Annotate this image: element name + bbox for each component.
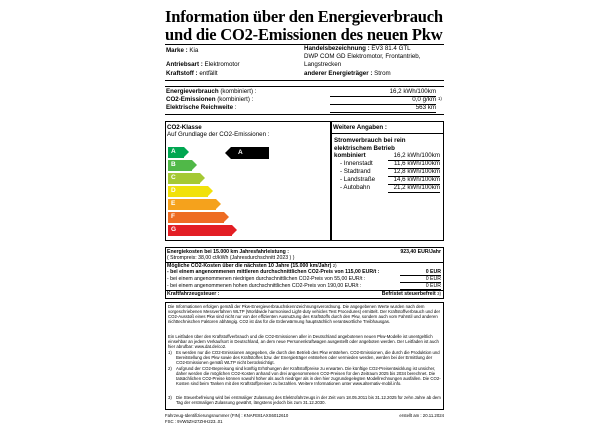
stromverbrauch-row: kombiniert (334, 152, 366, 159)
divider (165, 114, 444, 115)
handelsbezeichnung-value: EV3 81.4 GTL (371, 45, 411, 52)
moegliche-co2-kosten-label: Mögliche CO2-Kosten über die nächsten 10 Jahre (15.000 km/Jahr) 2) (167, 263, 337, 269)
page-title (165, 8, 465, 44)
energiekosten-value: 923,40 EUR/Jahr (400, 249, 441, 255)
co2-class-subheading: Auf Grundlage der CO2-Emissionen : (167, 131, 270, 138)
stromverbrauch-value: 14,6 kWh/100km (388, 176, 440, 185)
co2-kosten-niedrig-value: 0 EUR (400, 276, 441, 283)
kraftfahrzeugsteuer-value: Befristet steuerbefreit 3) (381, 291, 441, 297)
kraftstoff-value: entfällt (199, 70, 218, 77)
intro-text: Die Informationen erfolgen gemäß der Pkw-Energieverbrauchskennzeichnungsverordnung. Die angegebenen Werte wurden nach dem vorgeschriebenen Messverfahren WLTP (Worldwide harmonised Light-duty vehicles Test Procedures) ermittelt. Der Kraftstoffverbrauch und der CO2-Ausstoß eines Pkw sind nicht nur von der effizienten Ausnutzung des Kraftstoffs durch den Pkw, sondern auch vom Fahrstil und anderen nichttechnischen Faktoren abhängig. CO2 ist das für die Erderwärmung hauptsächlich verantwortliche Treibhausgas. (168, 304, 441, 325)
stromverbrauch-value: 12,8 kWh/100km (388, 168, 440, 177)
footnote-1-marker: 1) (168, 350, 172, 355)
fin-text: Fahrzeug-Identifizierungsnummer (FIN) : KNAFE81AXS6012610 (165, 413, 289, 418)
co2-class-bar-e: E (168, 199, 216, 210)
title-line-1: Information über den Energieverbrauch (165, 7, 443, 26)
handelsbezeichnung-label: Handelsbezeichnung : (304, 45, 370, 52)
stromverbrauch-row: - Innenstadt (340, 160, 373, 167)
footnote-1-text: Es werden nur die CO2-Emissionen angegeben, die durch den Betrieb des Pkw entstehen. CO2-Emissionen, die durch die Produktion und Bereitstellung des Pkw sowie des Kraftstoffes bzw. der Energieträger entstehen oder vermieden werden, werden bei der Ermittlung der CO2-Emissionen gemäß WLTP nicht berücksichtigt. (176, 350, 440, 366)
marke-value: Kia (189, 47, 199, 54)
co2-class-bar-c: C (168, 173, 200, 184)
divider (165, 86, 444, 87)
co2-kosten-hoch-value: 0 EUR (400, 283, 441, 290)
strompreis-note: ( Strompreis: 38,00 ct/kWh (Jahresdurchschnitt 2023 ) ) (167, 255, 295, 261)
handelsbezeichnung-row (304, 45, 411, 53)
handelsbezeichnung-line-2: DWP COM GD Elektromotor, Frontantrieb, (304, 53, 421, 60)
antriebsart-row (166, 61, 240, 69)
reichweite-label: Elektrische Reichweite : (166, 104, 237, 111)
stromverbrauch-row: - Stadtrand (340, 168, 371, 175)
kraftstoff-row (166, 70, 218, 78)
energietraeger-label: anderer Energieträger : (304, 70, 373, 77)
handelsbezeichnung-line-3: Langstrecken (304, 61, 342, 68)
stromverbrauch-title: Stromverbrauch bei rein elektrischem Betrieb (334, 137, 406, 152)
energieverbrauch-value: 16,2 kWh/100km (330, 88, 436, 97)
footnote-2-marker: 2) (168, 366, 172, 371)
footnote-3-marker: 3) (168, 395, 172, 400)
marke-label: Marke : (166, 47, 188, 54)
co2-emissionen-value: 0,0 g/km (330, 96, 436, 105)
kraftstoff-label: Kraftstoff : (166, 70, 198, 77)
co2-class-bar-g: G (168, 225, 232, 236)
co2-kosten-hoch-label: - bei einem angenommenen hohen durchschnittlichen CO2-Preis von 190,00 EUR/t : (167, 283, 362, 289)
co2-class-bar-d: D (168, 186, 208, 197)
fsc-text: FSC : 9VW5ZH27ZHH223..01 (165, 419, 223, 424)
antriebsart-value: Elektromotor (204, 61, 240, 68)
weitere-angaben-heading: Weitere Angaben : (333, 124, 387, 131)
co2-emissionen-label: CO2-Emissionen (kombiniert) : (166, 96, 254, 103)
energieverbrauch-label: Energieverbrauch (kombiniert) : (166, 88, 257, 95)
co2-class-bar-b: B (168, 160, 192, 171)
antriebsart-label: Antriebsart : (166, 61, 203, 68)
energiekosten-label: Energiekosten bei 15.000 km Jahresfahrleistung : (167, 249, 289, 255)
energietraeger-row (304, 70, 391, 78)
co2-kosten-mittel-value: 0 EUR (400, 269, 441, 276)
stromverbrauch-row: - Autobahn (340, 184, 370, 191)
stromverbrauch-value: 11,6 kWh/100km (388, 160, 440, 169)
energietraeger-value: Strom (374, 70, 391, 77)
co2-class-heading: CO2-Klasse (167, 124, 202, 131)
footnote-3-text: Die Steuerbefreiung wird bei erstmaliger Zulassung des Elektrofahrzeugs in der Zeit vom 18.05.2011 bis 31.12.2025 für zehn Jahre ab dem Tag der erstmaligen Zulassung gewährt, längstens jedoch bis zum 31.12.2030. (176, 395, 441, 406)
title-line-2: und die CO2-Emissionen des neuen Pkw (165, 25, 443, 44)
co2-kosten-niedrig-label: - bei einem angenommenen niedrigen durchschnittlichen CO2-Preis von 55,00 EUR/t : (167, 276, 366, 282)
footnote-ref-1: 1) (438, 96, 442, 101)
co2-class-bar-f: F (168, 212, 224, 223)
co2-kosten-mittel-label: - bei einem angenommenen mittleren durchschnittlichen CO2-Preis von 115,00 EUR/t : (167, 269, 380, 275)
footnote-2-text: Aufgrund der CO2-Bepreisung sind künftig Erhöhungen der Kraftstoffpreise zu erwarten. Die künftige CO2-Preisentwicklung ist unsicher, daher werden die möglichen CO2-Kosten anhand von drei angenommenen CO2-Preisen für den Zeitraum 2025 bis 2034 berechnet. Die tatsächlichen CO2-Preise können sowohl höher als auch niedriger als in den hier zugrundegelegten Modellrechnungen ausfallen. Die CO2-Kosten sind beim Tanken mit den Kraftstoffpreisen zu bezahlen. Weitere Informationen unter www.alternativ-mobil.info. (176, 366, 441, 387)
current-co2-class-marker: A (231, 147, 269, 159)
leitfaden-text: Ein Leitfaden über den Kraftstoffverbrauch und die CO2-Emissionen aller in Deutschland angebotenen neuen Pkw-Modelle ist unentgeltlich einsehbar an jedem Verkaufsort in Deutschland, an dem neue Personenkraftwagen ausgestellt oder angeboten werden. Der Leitfaden ist auch hier abrufbar: www.dat.de/co2. (168, 334, 439, 350)
stromverbrauch-value: 21,2 kWh/100km (388, 184, 440, 193)
stromverbrauch-row: - Landstraße (340, 176, 376, 183)
divider (331, 133, 444, 134)
marke-row (166, 47, 198, 55)
divider (165, 80, 444, 81)
co2-class-bar-a: A (168, 147, 184, 158)
kraftfahrzeugsteuer-label: Kraftfahrzeugsteuer : (167, 291, 220, 297)
stromverbrauch-value: 16,2 kWh/100km (388, 152, 440, 161)
reichweite-value: 563 km (330, 104, 436, 113)
erstellt-am-text: erstellt am : 20.11.2024 (399, 413, 444, 418)
